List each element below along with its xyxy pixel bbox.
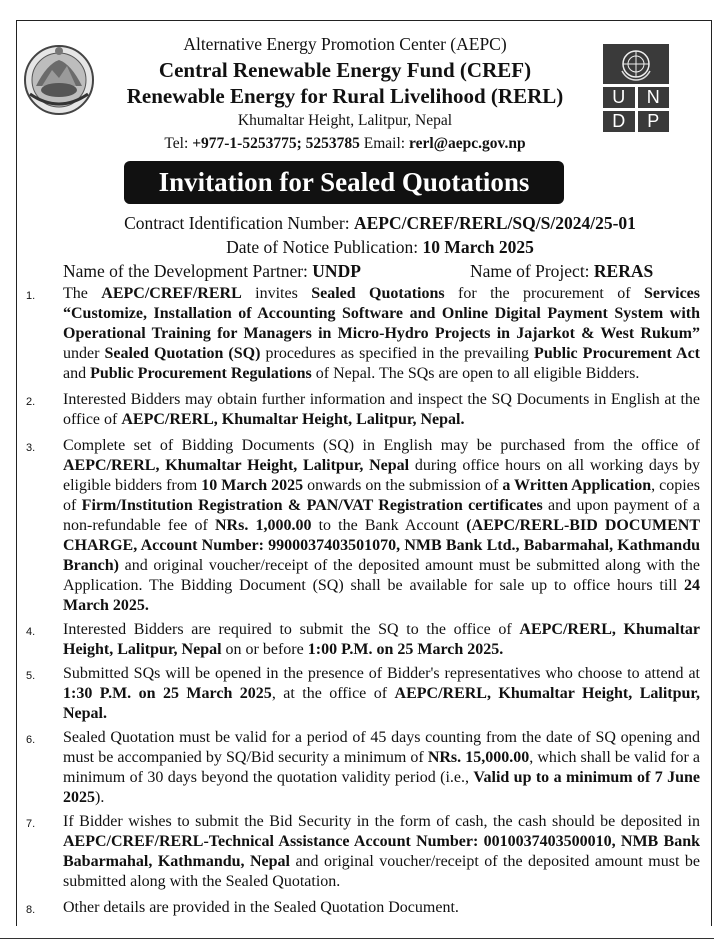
development-partner-value: UNDP xyxy=(312,261,361,281)
item-text-bold: (AEPC/RERL-BID DOCUMENT CHARGE, Account Number: 9900037403501070, NMB Bank Ltd., Babarmahal, Kathmandu Branch) xyxy=(63,517,700,574)
item-text: onwards on the submission of xyxy=(303,477,503,494)
item-number: 6. xyxy=(26,734,36,746)
un-globe-icon xyxy=(603,44,669,84)
item-text-bold: Sealed Quotation (SQ) xyxy=(104,345,261,362)
notice-item-2 xyxy=(20,390,700,430)
item-text: and original voucher/receipt of the deposited amount must be submitted along with the Application. The Bidding Document (SQ) shall be available for sale up to office hours till xyxy=(63,557,700,594)
contact-line xyxy=(100,135,590,153)
item-text-bold: Firm/Institution Registration & PAN/VAT Registration certificates xyxy=(81,497,543,514)
item-text: invites xyxy=(241,285,312,302)
contract-id-label: Contract Identification Number: xyxy=(124,213,354,233)
item-text-bold: AEPC/RERL, Khumaltar Height, Lalitpur, Nepal xyxy=(63,621,701,658)
item-number: 1. xyxy=(26,290,36,302)
item-text-bold: a Written Application xyxy=(502,477,652,494)
nepal-government-emblem-icon xyxy=(22,42,96,116)
notice-item-1 xyxy=(20,284,700,384)
notice-item-8 xyxy=(20,898,700,918)
item-text-bold: NRs. 15,000.00 xyxy=(427,749,530,766)
item-text-bold: AEPC/RERL, Khumaltar Height, Lalitpur, Nepal. xyxy=(63,685,701,722)
item-text: , at the office of xyxy=(271,685,395,702)
undp-letter-u: U xyxy=(603,87,635,108)
tel-number: +977-1-5253775; 5253785 xyxy=(192,135,360,152)
notice-item-5 xyxy=(20,664,700,724)
item-text: If Bidder wishes to submit the Bid Security in the form of cash, the cash should be deposited in xyxy=(63,813,700,830)
undp-letter-d: D xyxy=(603,111,635,132)
item-text: ). xyxy=(95,789,105,806)
item-text-bold: AEPC/CREF/RERL-Technical Assistance Account Number: 0010037403500010, NMB Bank Babarmahal, Kathmandu, Nepal xyxy=(63,833,700,870)
publication-date-label: Date of Notice Publication: xyxy=(226,237,423,257)
item-text-bold: Services “Customize, Installation of Accounting Software and Online Digital Payment System with Operational Training for Managers in Micro-Hydro Projects in Jajarkot & West Rukum” xyxy=(63,285,700,342)
item-text: The xyxy=(63,285,102,302)
contract-id-line xyxy=(60,213,700,234)
development-partner-line xyxy=(63,261,361,282)
item-text: Interested Bidders are required to submit the SQ to the office of xyxy=(63,621,520,638)
item-text: , copies of xyxy=(63,477,700,514)
fund-name: Central Renewable Energy Fund (CREF) xyxy=(158,58,532,82)
notice-item-7 xyxy=(20,812,700,892)
item-text: Submitted SQs will be opened in the presence of Bidder's representatives who choose to attend at xyxy=(63,665,700,682)
email-address: rerl@aepc.gov.np xyxy=(408,135,526,152)
org-name: Alternative Energy Promotion Center (AEPC) xyxy=(183,34,507,54)
item-text: and upon payment of a non-refundable fee of xyxy=(63,497,701,534)
item-text: procedures as specified in the prevailing xyxy=(260,345,535,362)
item-text: and original voucher/receipt of the deposited amount must be submitted along with the Sealed Quotation. xyxy=(63,853,700,890)
item-text: , which shall be valid for a minimum of 30 days beyond the quotation validity period (i.e., xyxy=(63,749,701,786)
publication-date-line xyxy=(60,237,700,258)
undp-letter-p: P xyxy=(638,111,670,132)
item-text-bold: 1:30 P.M. on 25 March 2025 xyxy=(63,685,272,702)
item-text-bold: Public Procurement Regulations xyxy=(90,365,312,382)
item-text: during office hours on all working days by eligible bidders from xyxy=(63,457,700,494)
item-number: 5. xyxy=(26,670,36,682)
item-text: Complete set of Bidding Documents (SQ) in English may be purchased from the office of xyxy=(63,437,700,454)
item-text: for the procurement of xyxy=(444,285,645,302)
item-text-bold: 10 March 2025 xyxy=(201,477,304,494)
notice-item-6 xyxy=(20,728,700,808)
item-text-bold: 24 March 2025. xyxy=(63,577,700,614)
item-number: 3. xyxy=(26,442,36,454)
notice-items-list xyxy=(20,284,700,918)
publication-date-value: 10 March 2025 xyxy=(422,237,534,257)
notice-item-3 xyxy=(20,436,700,616)
item-text: under xyxy=(63,345,105,362)
item-text: Interested Bidders may obtain further information and inspect the SQ Documents in English at the office of xyxy=(63,391,700,428)
bottom-divider xyxy=(0,938,714,939)
item-text-bold: Valid up to a minimum of 7 June 2025 xyxy=(63,769,700,806)
address: Khumaltar Height, Lalitpur, Nepal xyxy=(237,112,453,129)
item-text-bold: Sealed Quotations xyxy=(311,285,445,302)
development-partner-label: Name of the Development Partner: xyxy=(63,261,313,281)
project-name-value: RERAS xyxy=(593,261,654,281)
notice-item-4 xyxy=(20,620,700,660)
email-label: Email: xyxy=(359,135,409,152)
item-text: on or before xyxy=(221,641,308,658)
item-text: Sealed Quotation must be valid for a period of 45 days counting from the date of SQ opening and must be accompanied by SQ/Bid security a minimum of xyxy=(63,729,700,766)
item-text-bold: NRs. 1,000.00 xyxy=(214,517,312,534)
project-name-label: Name of Project: xyxy=(470,261,594,281)
undp-logo-icon xyxy=(603,44,669,134)
item-text: of Nepal. The SQs are open to all eligible Bidders. xyxy=(311,365,640,382)
item-text: to the Bank Account xyxy=(311,517,467,534)
contract-id-value: AEPC/CREF/RERL/SQ/S/2024/25-01 xyxy=(353,213,636,233)
undp-letter-n: N xyxy=(638,87,670,108)
item-text-bold: 1:00 P.M. on 25 March 2025. xyxy=(307,641,504,658)
project-name-line xyxy=(470,261,653,282)
item-number: 2. xyxy=(26,396,36,408)
item-text-bold: AEPC/CREF/RERL xyxy=(101,285,242,302)
item-text: and xyxy=(63,365,91,382)
item-number: 8. xyxy=(26,904,36,916)
item-text-bold: AEPC/RERL, Khumaltar Height, Lalitpur, Nepal xyxy=(63,457,410,474)
item-text: Other details are provided in the Sealed Quotation Document. xyxy=(63,899,459,916)
notice-title-banner: Invitation for Sealed Quotations xyxy=(124,161,564,204)
item-text-bold: Public Procurement Act xyxy=(534,345,701,362)
program-name: Renewable Energy for Rural Livelihood (RERL) xyxy=(126,84,564,108)
item-text-bold: AEPC/RERL, Khumaltar Height, Lalitpur, Nepal. xyxy=(121,411,465,428)
tel-label: Tel: xyxy=(164,135,193,152)
item-number: 7. xyxy=(26,818,36,830)
item-number: 4. xyxy=(26,626,36,638)
